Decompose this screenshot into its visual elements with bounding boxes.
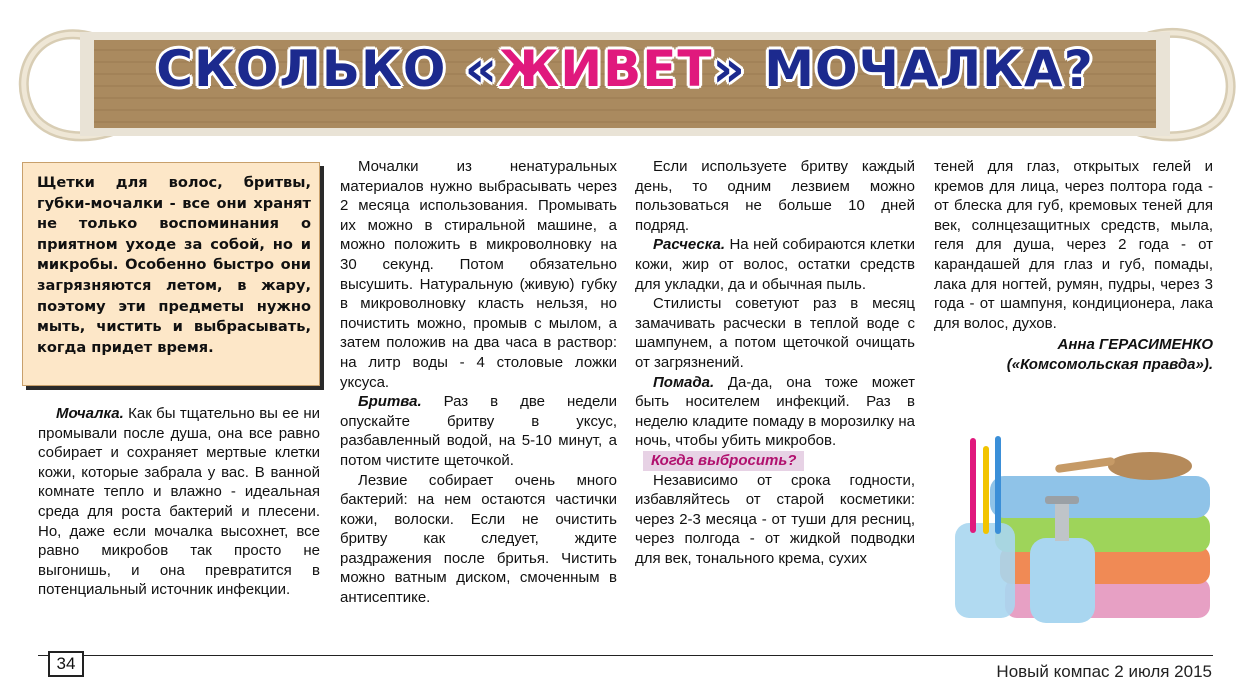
paragraph-comb: Расческа. На ней собираются клетки кожи, жир от волос, остатки средств для укладки, да и обычная пыль.: [635, 236, 915, 293]
paragraph-washcloth: Мочалка. Как бы тщательно вы ее ни промывали после душа, она все равно собирает и сохраняет мертвые клетки кожи, которые забрала у вас. В ванной комнате тепло и влажно - идеальная среда для роста бактерий и плесени. Но, даже если мочалка высохнет, все равно микробов так просто не выгонишь, и она превратится в потенциальный источник инфекции.: [38, 405, 320, 599]
lead-text: Щетки для волос, бритвы, губки-мочалки - все они хранят не только воспоминания о приятном уходе за собой, но и микробы. Особенно быстро они загрязняются летом, в жару, поэтому эти предметы нужно мыть, чистить и выбрасывать, когда придет время.: [37, 174, 311, 356]
title-banner: [0, 0, 1250, 150]
paragraph: Мочалки из ненатуральных материалов нужно выбрасывать через 2 месяца использования. Промывать их можно в стиральной машине, а можно положить в микроволновку на 30 секунд. Потом обязательно высушить. Натуральную (живую) губку в микроволновку класть нельзя, но почистить можно, промыв с мылом, а затем положив на два часа в раствор: на литр воды - 4 столовые ложки уксуса.: [340, 158, 617, 391]
column-2: [340, 157, 617, 608]
subheading: Когда выбросить?: [643, 451, 804, 471]
paragraph-razor: Бритва. Раз в две недели опускайте бритву в уксус, разбавленный водой, на 5-10 минут, а потом чистите щеточкой.: [340, 393, 617, 469]
paragraph: теней для глаз, открытых гелей и кремов для лица, через полтора года - от блеска для губ, кремовых теней для век, солнцезащитных средств, мыла, геля для душа, через 2 года - от карандашей для глаз и губ, помады, лака для ногтей, румян, пудры, через 3 года - от шампуня, кондиционера, лака для волос, духов.: [934, 158, 1213, 332]
headline: СКОЛЬКО «ЖИВЕТ» МОЧАЛКА?: [156, 40, 1094, 98]
paragraph: Стилисты советуют раз в месяц замачивать расчески в теплой воде с шампунем, а потом щеточкой очищать от загрязнений.: [635, 295, 915, 371]
towels-photo: [945, 428, 1215, 633]
paragraph: Независимо от срока годности, избавляйтесь от старой косметики: через 2-3 месяца - от туши для ресниц, через полгода - от жидкой подводки для век, тонального крема, сухих: [635, 471, 915, 567]
footer-rule: [38, 655, 1213, 656]
author-name: Анна ГЕРАСИМЕНКО: [1057, 336, 1213, 354]
paragraph: Лезвие собирает очень много бактерий: на нем остаются частички кожи, волоски. Если не очистить бритву как следует, ждите раздражения после бритья. Чистить можно ватным диском, смоченным в антисептике.: [340, 471, 617, 607]
paragraph-lipstick: Помада. Да-да, она тоже может быть носителем инфекций. Раз в неделю кладите помаду в морозилку на ночь, чтобы убить микробов.: [635, 373, 915, 450]
publication-line: Новый компас 2 июля 2015: [996, 662, 1212, 681]
author-source: («Комсомольская правда»).: [1006, 355, 1213, 373]
column-4: [934, 157, 1213, 375]
column-3: [635, 157, 915, 568]
lead-box: [22, 162, 320, 386]
paragraph: Если используете бритву каждый день, то одним лезвием можно пользоваться не больше 10 дней подряд.: [635, 158, 915, 234]
page-number: 34: [48, 651, 84, 677]
column-1: [38, 404, 320, 600]
